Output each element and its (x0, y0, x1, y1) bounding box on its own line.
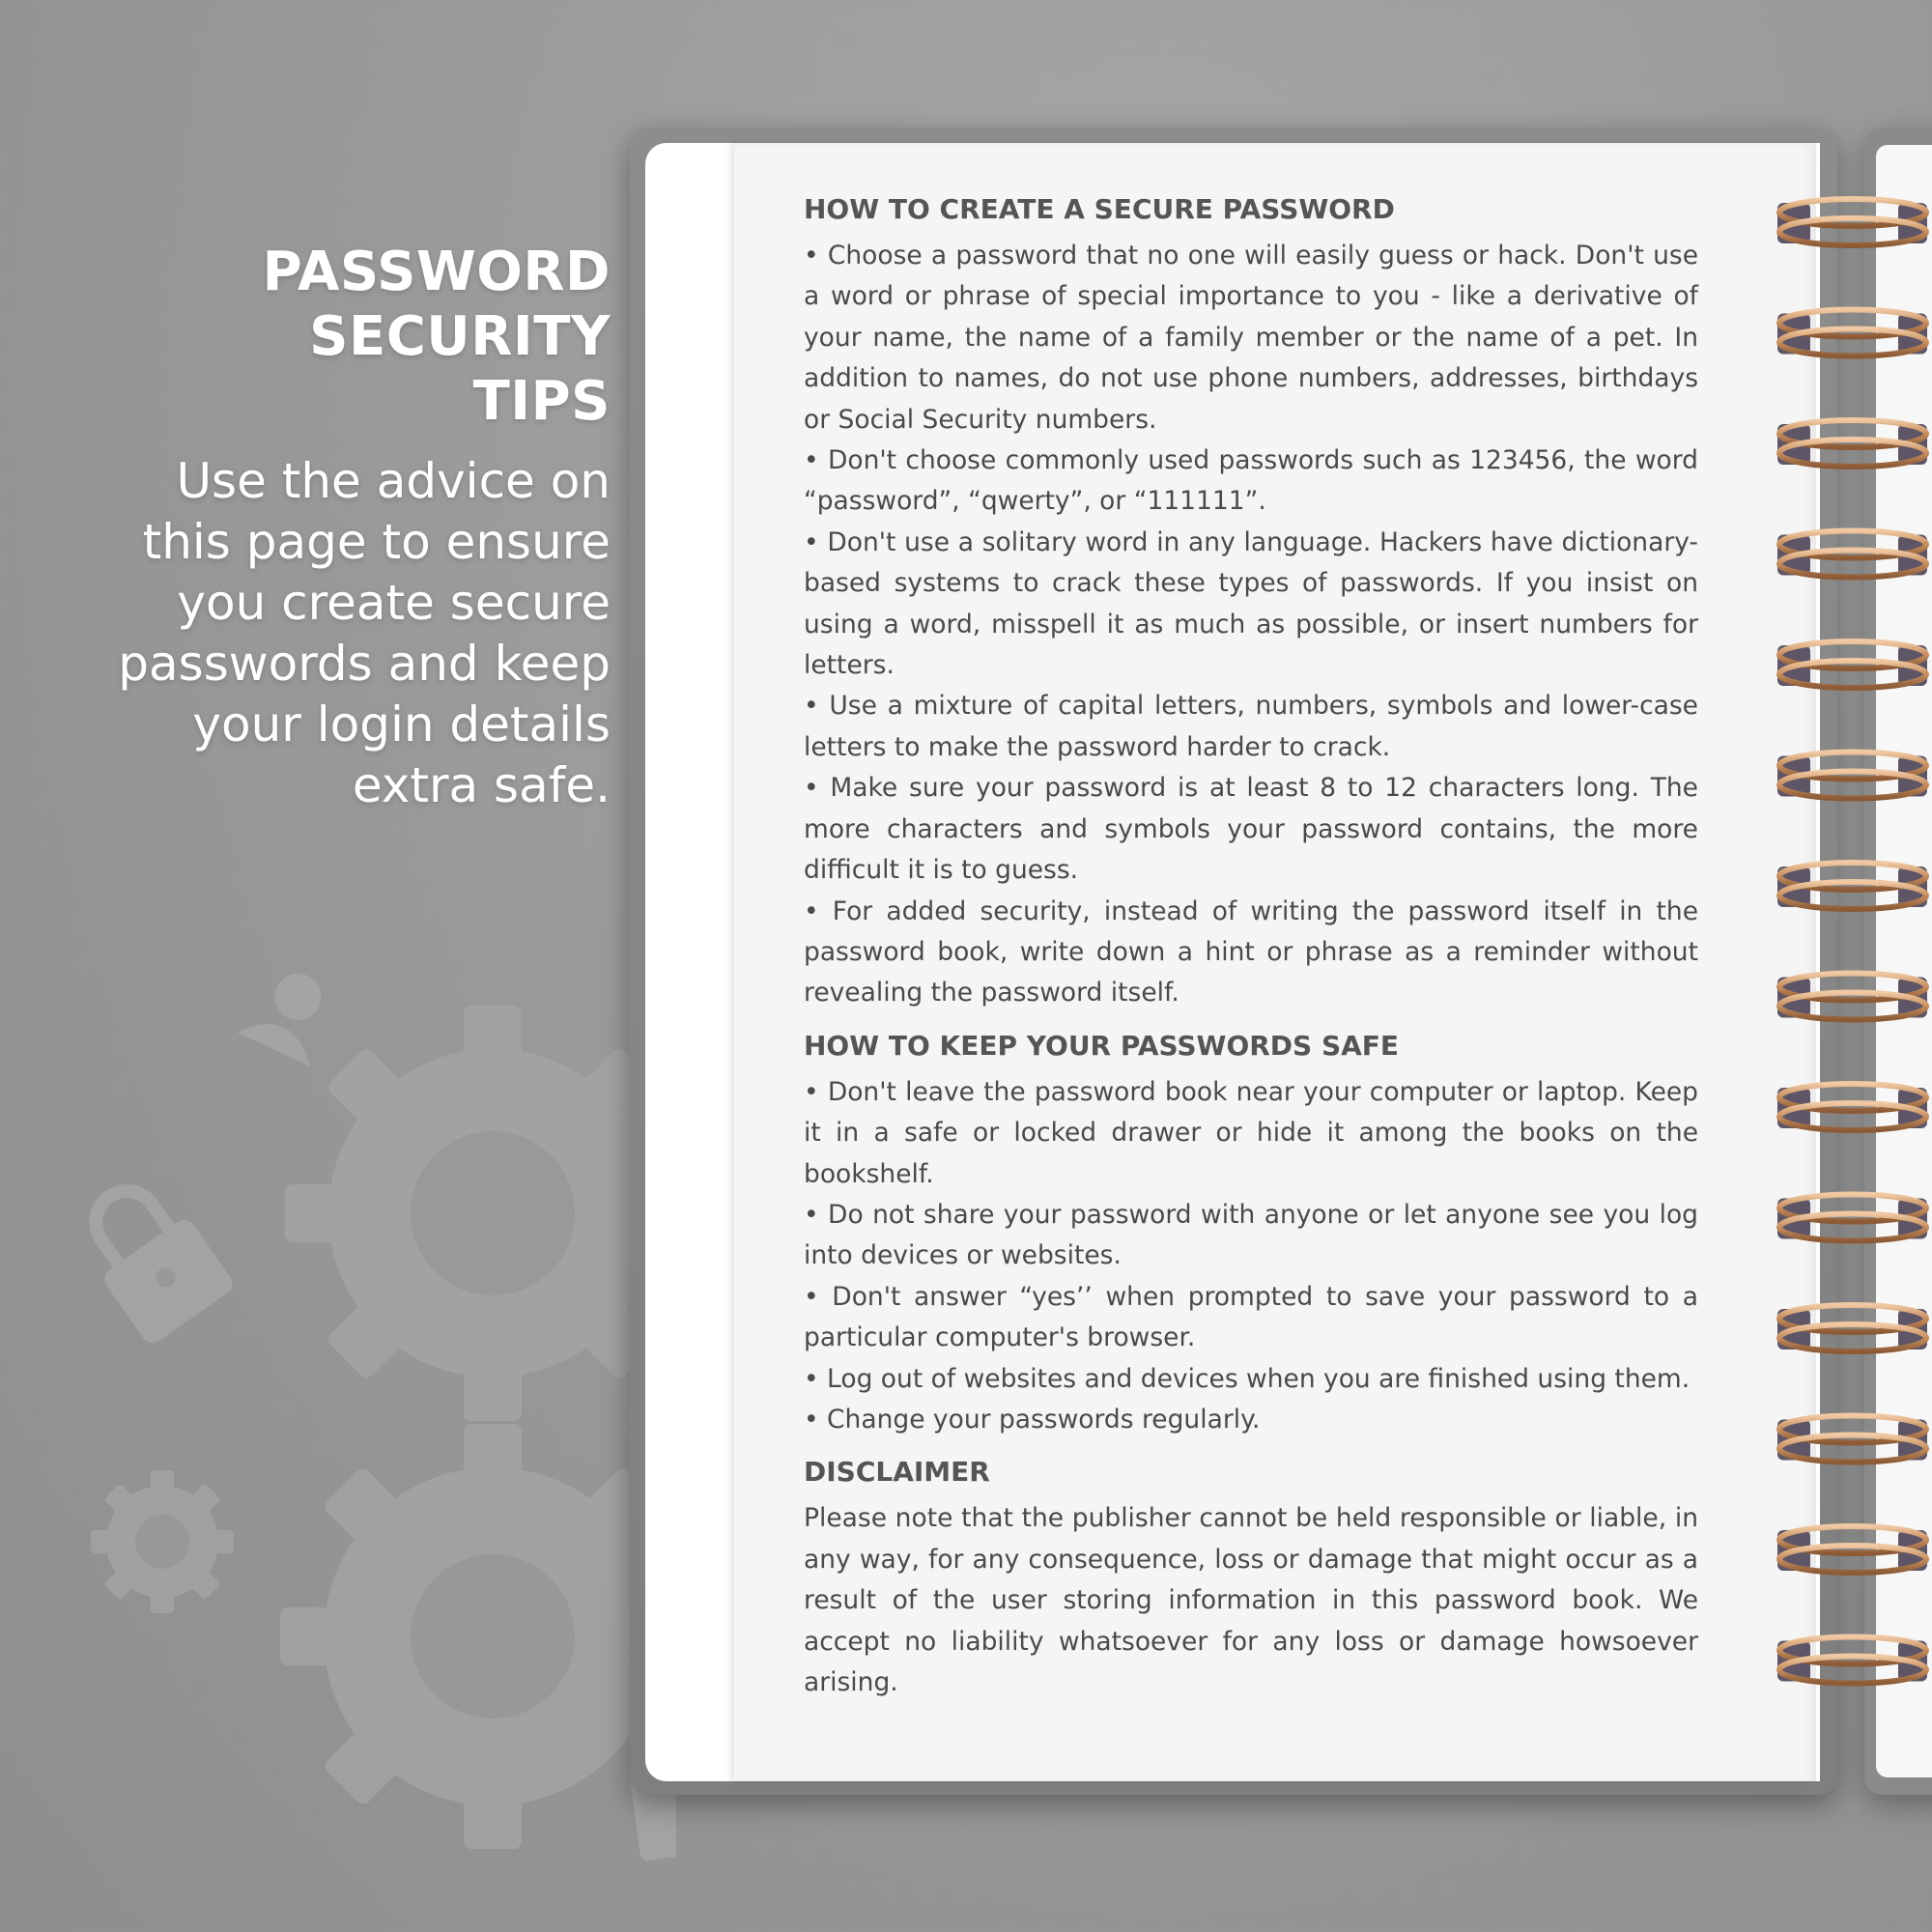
section-heading: HOW TO KEEP YOUR PASSWORDS SAFE (804, 1029, 1400, 1062)
section-disclaimer (804, 1452, 1698, 1703)
promo-description-line: this page to ensure (142, 514, 611, 570)
tip-item: • Don't choose commonly used passwords such as 123456, the word “password”, “qwerty”, or “111111”. (804, 445, 1698, 517)
spiral-ring (1777, 1084, 1927, 1130)
promo-title (12, 240, 611, 434)
tip-item: • Choose a password that no one will easily guess or hack. Don't use a word or phrase of special importance to you - like a derivative of your name, the name of a family member or the name of a pet. In addition to names, do not use phone numbers, addresses, birthdays or Social Security numbers. (804, 241, 1698, 435)
tip-item: • Change your passwords regularly. (804, 1404, 1261, 1435)
promo-description-line: extra safe. (352, 757, 611, 813)
section-create-password (804, 189, 1698, 1014)
section-keep-safe (804, 1026, 1698, 1441)
spiral-ring (1777, 1305, 1927, 1351)
promo-title-line: PASSWORD (262, 241, 611, 303)
promo-title-line: SECURITY (309, 305, 611, 368)
lock-icon (66, 1166, 237, 1348)
spiral-binding-icon (1768, 184, 1932, 1748)
spiral-ring (1777, 199, 1927, 245)
tip-item: • Make sure your password is at least 8 to 12 characters long. The more characters and symbols your password contains, the more difficult it is to guess. (804, 773, 1698, 886)
promo-description-line: Use the advice on (176, 453, 611, 509)
user-icon (237, 958, 345, 1066)
notebook-page (734, 143, 1816, 1781)
gear-icon (280, 1424, 664, 1849)
tip-item: • Don't use a solitary word in any language. Hackers have dictionary-based systems to crack these types of passwords. If you insist on using a word, misspell it as much as possible, or insert numbers for letters. (804, 526, 1698, 681)
spiral-ring (1777, 310, 1927, 356)
spiral-ring (1777, 420, 1927, 467)
section-heading: HOW TO CREATE A SECURE PASSWORD (804, 193, 1395, 225)
tip-item: • Don't leave the password book near your computer or laptop. Keep it in a safe or locked drawer or hide it among the books on the bookshelf. (804, 1076, 1698, 1189)
spiral-ring (1777, 531, 1927, 578)
page-content (804, 189, 1698, 1715)
promo-description-line: your login details (192, 696, 611, 753)
tip-item: • Do not share your password with anyone or let anyone see you log into devices or websites. (804, 1199, 1698, 1271)
spiral-ring (1777, 1195, 1927, 1241)
promo-block (12, 240, 611, 816)
promo-description (12, 451, 611, 816)
background-decoration (0, 918, 676, 1932)
spiral-ring (1777, 1416, 1927, 1463)
disclaimer-text: Please note that the publisher cannot be held responsible or liable, in any way, for any consequence, loss or damage that might occur as a result of the user storing information in this password book. We accept no liability whatsoever for any loss or damage howsoever arising. (804, 1503, 1698, 1697)
tip-item: • Don't answer “yes’’ when prompted to save your password to a particular computer's browser. (804, 1281, 1698, 1353)
gear-icon (91, 1470, 234, 1613)
spiral-ring (1777, 974, 1927, 1020)
promo-description-line: you create secure (177, 575, 611, 631)
promo-description-line: passwords and keep (118, 636, 611, 692)
tip-item: • Log out of websites and devices when you are finished using them. (804, 1363, 1690, 1394)
spiral-ring (1777, 753, 1927, 799)
tip-item: • Use a mixture of capital letters, numbers, symbols and lower-case letters to make the password harder to crack. (804, 691, 1698, 762)
spiral-ring (1777, 1637, 1927, 1684)
spiral-ring (1777, 863, 1927, 909)
spiral-ring (1777, 1526, 1927, 1573)
disclaimer-heading: DISCLAIMER (804, 1456, 990, 1489)
spiral-ring (1777, 641, 1927, 688)
gear-icon (285, 1006, 676, 1421)
promo-title-line: TIPS (472, 370, 611, 433)
tip-item: • For added security, instead of writing the password itself in the password book, write down a hint or phrase as a reminder without revealing the password itself. (804, 895, 1698, 1009)
